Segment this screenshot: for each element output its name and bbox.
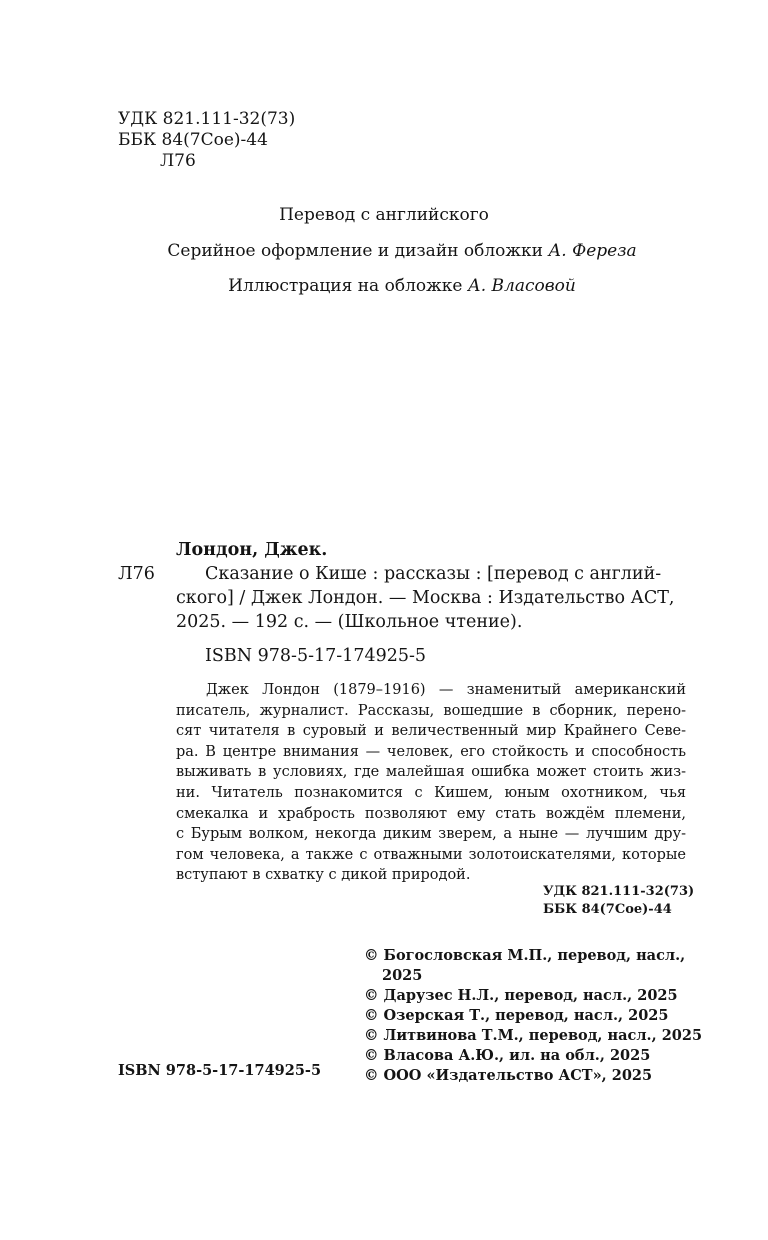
annotation [176,680,686,886]
copyright-line: © Литвинова Т.М., перевод, насл., 2025 [364,1027,703,1044]
annotation-bbk: ББК 84(7Сое)-44 [543,902,672,917]
annotation-line: ра. В центре внимания — человек, его стойкость и способность [176,743,686,760]
design-credit-name: А. Фереза [548,241,637,261]
illustration-credit-text: Иллюстрация на обложке [228,276,463,296]
annotation-line: с Бурым волком, некогда диким зверем, а ныне — лучшим дру- [176,826,686,843]
design-credit-text: Серийное оформление и дизайн обложки [167,241,543,261]
annotation-line: ни. Читатель познакомится с Кишем, юным охотником, чья [176,784,686,801]
annotation-line: сят читателя в суровый и величественный мир Крайнего Севе- [176,723,686,740]
annotation-udk: УДК 821.111-32(73) [543,884,695,899]
annotation-line: Джек Лондон (1879–1916) — знаменитый американский [206,682,686,698]
illustration-credit-name: А. Власовой [467,276,576,296]
annotation-line: гом человека, а также с отважными золотоискателями, которые [176,846,686,863]
udk-code: УДК 821.111-32(73) [118,109,296,129]
biblio-line-3: 2025. — 192 с. — (Школьное чтение). [176,612,523,632]
translation-credit-text: Перевод с английского [279,205,489,225]
annotation-line: писатель, журналист. Рассказы, вошедшие в сборник, перено- [176,702,686,719]
annotation-line: вступают в схватку с дикой природой. [176,867,471,884]
author-mark: Л76 [160,151,196,171]
biblio-author: Лондон, Джек. [176,540,328,560]
design-credit [0,241,768,261]
biblio-line-2: ского] / Джек Лондон. — Москва : Издательство АСТ, [176,588,675,608]
illustration-credit [0,276,768,296]
translation-credit [0,205,768,225]
copyright-block [364,946,702,1086]
classification-codes [118,109,295,172]
copyright-line: © Озерская Т., перевод, насл., 2025 [364,1007,669,1024]
copyright-line: © Богословская М.П., перевод, насл., [364,947,686,964]
footer-isbn: ISBN 978-5-17-174925-5 [118,1062,322,1079]
biblio-isbn: ISBN 978-5-17-174925-5 [205,646,427,666]
copyright-line: © Власова А.Ю., ил. на обл., 2025 [364,1047,651,1064]
annotation-line: смекалка и храбрость позволяют ему стать вождём племени, [176,805,686,822]
copyright-line: © ООО «Издательство АСТ», 2025 [364,1067,653,1084]
biblio-mark: Л76 [118,564,155,584]
biblio-line-1: Сказание о Кише : рассказы : [перевод с англий- [205,564,662,584]
copyright-line: 2025 [382,967,423,984]
annotation-line: выживать в условиях, где малейшая ошибка может стоить жиз- [176,764,686,781]
bbk-code: ББК 84(7Сое)-44 [118,130,268,150]
copyright-line: © Дарузес Н.Л., перевод, насл., 2025 [364,987,678,1004]
